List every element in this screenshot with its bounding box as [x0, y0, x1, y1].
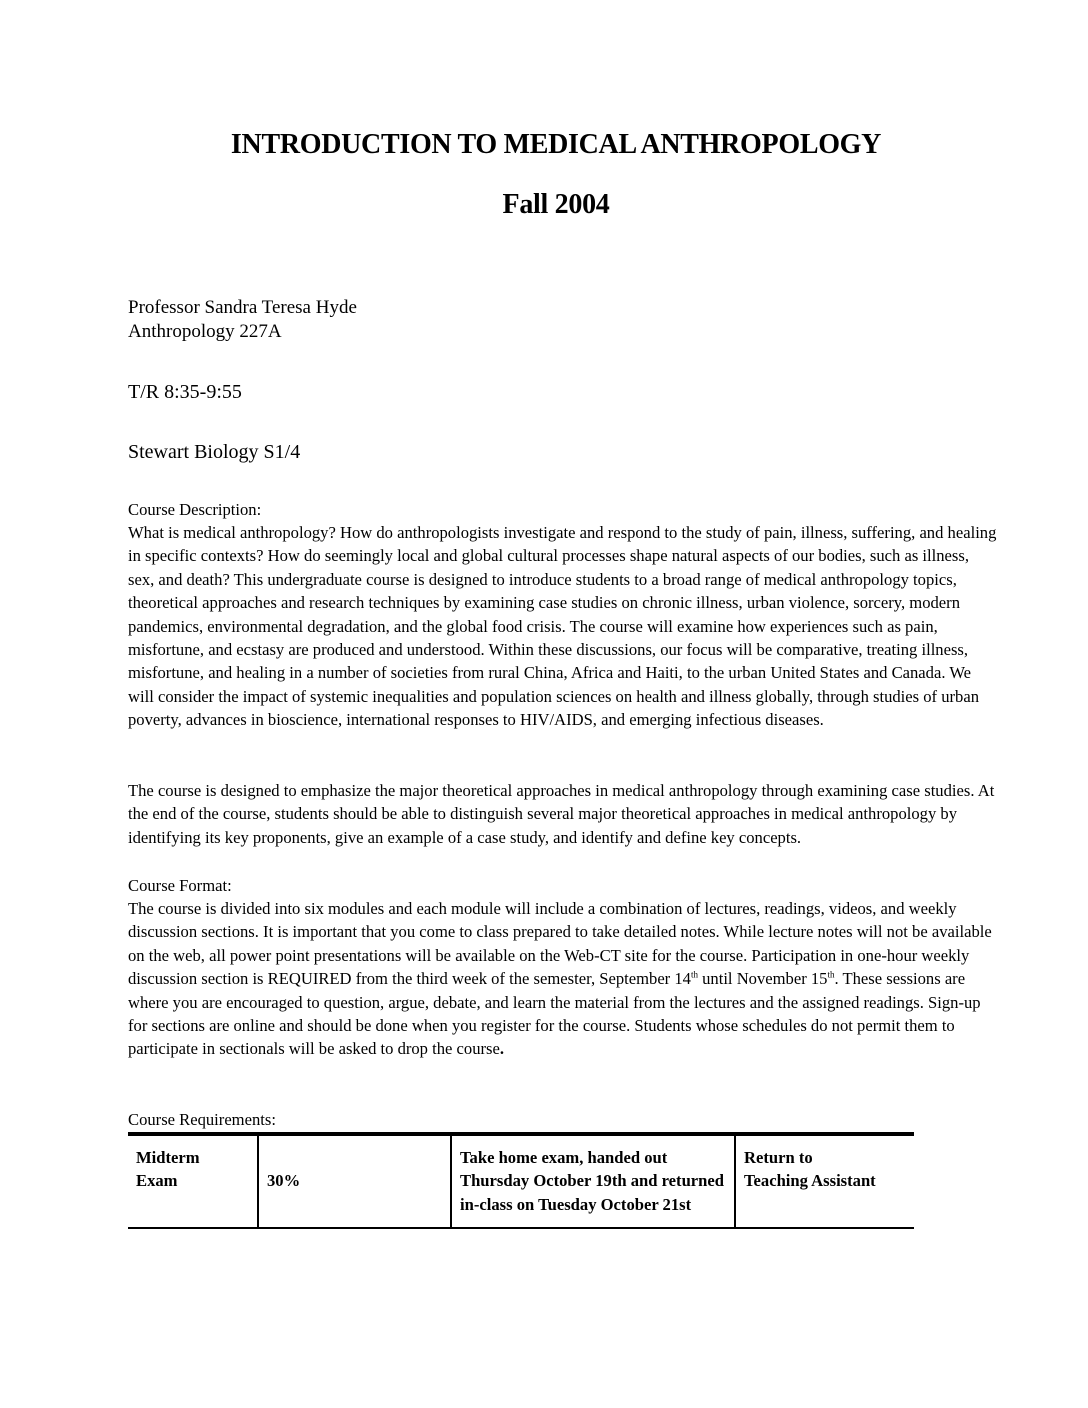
format-final-period: .: [499, 1039, 505, 1059]
instructor-name: Professor Sandra Teresa Hyde: [128, 297, 357, 318]
requirement-description-cell: [451, 1134, 735, 1228]
requirement-return-cell: [735, 1134, 914, 1228]
item-line-1: Midterm: [136, 1148, 200, 1167]
format-text-b: until November 15: [697, 969, 828, 989]
weight-value: 30%: [267, 1171, 301, 1191]
format-paragraph: [128, 897, 998, 1061]
description-heading: Course Description:: [128, 500, 262, 519]
return-line-1: Return to: [744, 1148, 813, 1167]
requirement-item-cell: [128, 1134, 258, 1228]
desc-line-2: Thursday October 19th and returned: [460, 1171, 724, 1191]
item-line-2: Exam: [136, 1171, 178, 1191]
requirement-weight-cell: [258, 1134, 451, 1228]
format-text-c: . These sessions are where you are encouraged to question, argue, debate, and learn the material from the lectures and the assigned readings. Sign-up for sections are online and should be done when you register for the course. Students whose schedules do not permit them to participate in sectionals will be asked to drop the course: [128, 969, 981, 1059]
desc-line-3: in-class on Tuesday October 21st: [460, 1194, 692, 1214]
requirements-table: [128, 1132, 914, 1229]
table-row: [128, 1134, 914, 1228]
format-text-a: The course is divided into six modules and each module will include a combination of lectures, readings, videos, and weekly discussion sections. It is important that you come to class prepared to take detailed notes. While lecture notes will not be available on the web, all power point presentations will be available on the Web-CT site for the course. Participation in one-hour weekly discussion section is REQUIRED from the third week of the semester, September 14: [128, 899, 992, 989]
return-line-2: Teaching Assistant: [744, 1171, 876, 1191]
superscript-th-2: th: [827, 969, 835, 980]
class-location: Stewart Biology S1/4: [128, 441, 301, 463]
requirements-heading: Course Requirements:: [128, 1110, 276, 1129]
format-heading: Course Format:: [128, 876, 232, 895]
course-title: INTRODUCTION TO MEDICAL ANTHROPOLOGY: [230, 129, 882, 160]
description-paragraph-1: What is medical anthropology? How do anthropologists investigate and respond to the study of pain, illness, suffering, and healing in specific contexts? How do seemingly local and global cultural processes shape natural aspects of our bodies, such as illness, sex, and death? This undergraduate course is designed to introduce students to a broad range of medical anthropology topics, theoretical approaches and research techniques by examining case studies on chronic illness, urban violence, sorcery, modern pandemics, environmental degradation, and the global food crisis. The course will examine how experiences such as pain, misfortune, and ecstasy are produced and understood. Within these discussions, our focus will be comparative, treating illness, misfortune, and healing in a number of societies from rural China, Africa and Haiti, to the urban United States and Canada. We will consider the impact of systemic inequalities and population sciences on health and illness globally, through studies of urban poverty, advances in bioscience, international responses to HIV/AIDS, and emerging infectious diseases.: [128, 523, 997, 730]
desc-line-1: Take home exam, handed out: [460, 1148, 668, 1167]
superscript-th-1: th: [690, 969, 698, 980]
description-paragraph-2: The course is designed to emphasize the major theoretical approaches in medical anthropology through examining case studies. At the end of the course, students should be able to distinguish several major theoretical approaches in medical anthropology by identifying its key proponents, give an example of a case study, and identify and define key concepts.: [128, 781, 995, 847]
course-code: Anthropology 227A: [128, 321, 282, 342]
class-schedule: T/R 8:35-9:55: [128, 381, 242, 403]
course-term: Fall 2004: [502, 189, 610, 220]
